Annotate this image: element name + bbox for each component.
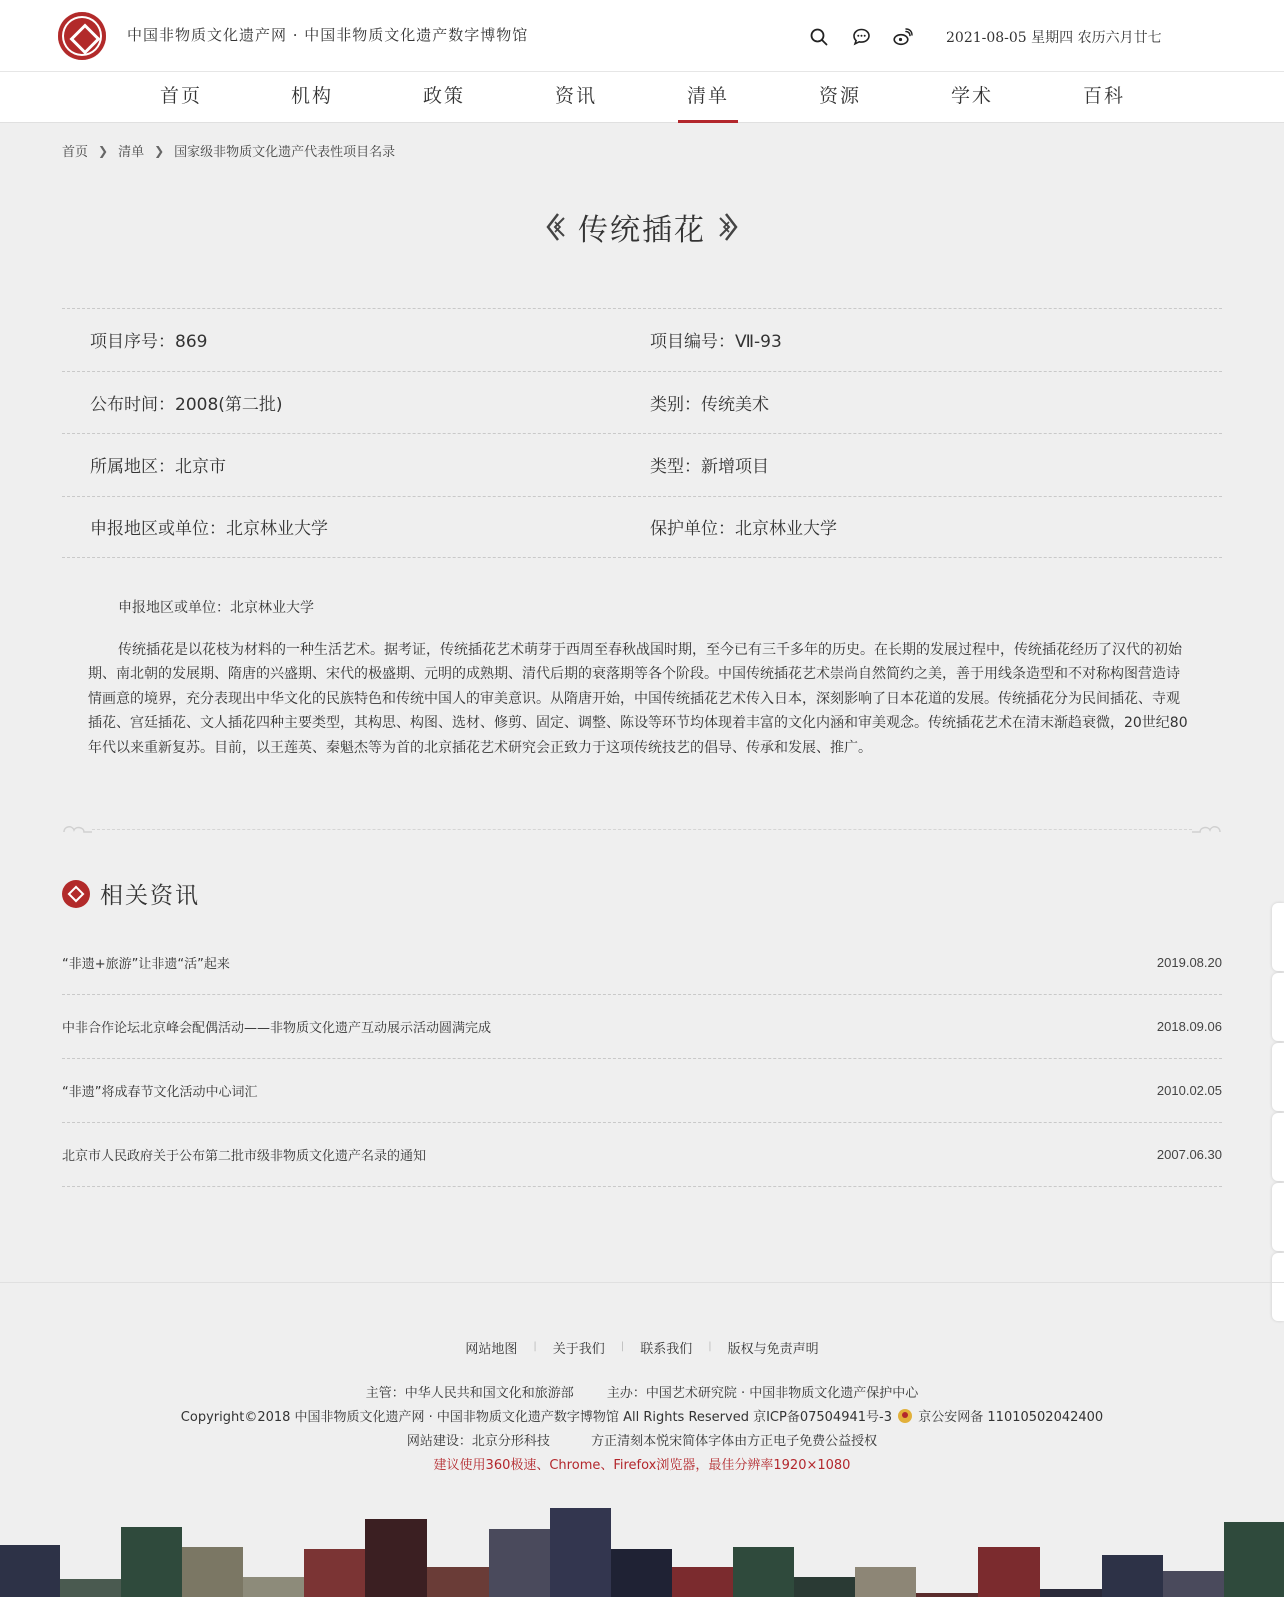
nav-policy[interactable]: 政策 [422,85,465,107]
project-info-table [62,308,1222,558]
news-date: 2007.06.30 [1156,1147,1222,1162]
weibo-icon[interactable] [892,26,914,48]
footer-divider [0,1282,1284,1283]
related-news-header [62,877,200,910]
skyline-block [121,1527,182,1597]
search-icon[interactable] [808,26,830,48]
copyright-text: Copyright©2018 中国非物质文化遗产网 · 中国非物质文化遗产数字博物馆 All Rights Reserved 京ICP备07504941号-3 [180,1410,892,1425]
list-item[interactable] [62,1123,1222,1187]
site-logo[interactable] [58,12,106,60]
left-ornament-icon [544,212,566,242]
news-date: 2019.08.20 [1156,955,1222,970]
related-news-title: 相关资讯 [100,883,200,909]
news-title[interactable]: 北京市人民政府关于公布第二批市级非物质文化遗产名录的通知 [62,1149,427,1164]
skyline-block [1163,1571,1224,1597]
footer-link-about[interactable]: 关于我们 [552,1342,605,1357]
footer-builder: 网站建设：北京分形科技 方正清刻本悦宋简体字体由方正电子免费公益授权 [406,1434,878,1449]
project-description [88,596,1192,760]
footer-sponsor: 主管：中华人民共和国文化和旅游部 主办：中国艺术研究院 · 中国非物质文化遗产保护中心 [365,1386,919,1401]
message-icon[interactable] [850,26,872,48]
news-title[interactable]: “非遗”将成春节文化活动中心词汇 [62,1085,258,1100]
breadcrumb-list[interactable]: 清单 [118,145,145,160]
police-badge-icon [898,1409,912,1423]
list-item[interactable] [62,995,1222,1059]
skyline-block [1224,1522,1284,1597]
skyline-block [60,1579,121,1597]
info-row [62,433,1222,496]
chevron-right-icon: ❯ [154,143,165,158]
main-nav [0,72,1284,123]
top-header [0,0,1284,72]
header-tools [808,26,934,48]
seal-icon [62,880,90,908]
skyline-block [182,1547,243,1597]
breadcrumb-home[interactable]: 首页 [62,145,89,160]
skyline-block [1040,1589,1102,1597]
info-row [62,308,1222,371]
skyline-block [489,1529,550,1597]
skyline-block [916,1593,978,1597]
side-tab[interactable] [1272,903,1284,971]
side-tab[interactable] [1272,973,1284,1041]
skyline-block [304,1549,365,1597]
right-ornament-icon [718,212,740,242]
page-title: 传统插花 [578,213,706,248]
site-name[interactable]: 中国非物质文化遗产网 · 中国非物质文化遗产数字博物馆 [127,26,529,44]
footer-links [0,1338,1284,1357]
news-date: 2010.02.05 [1156,1083,1222,1098]
cloud-ornament-icon [1192,820,1222,838]
cloud-ornament-icon [62,820,92,838]
description-body: 传统插花是以花枝为材料的一种生活艺术。据考证，传统插花艺术萌芽于西周至春秋战国时期，至今已有三千多年的历史。在长期的发展过程中，传统插花经历了汉代的初始期、南北朝的发展期、隋唐的兴盛期、宋代的极盛期、元明的成熟期、清代后期的衰落期等各个阶段。中国传统插花艺术崇尚自然简约之美，善于用线条造型和不对称构图营造诗情画意的境界，充分表现出中华文化的民族特色和传统中国人的审美意识。从隋唐开始，中国传统插花艺术传入日本，深刻影响了日本花道的发展。传统插花分为民间插花、寺观插花、宫廷插花、文人插花四种主要类型，其构思、构图、选材、修剪、固定、调整、陈设等环节均体现着丰富的文化内涵和审美观念。传统插花艺术在清末渐趋衰微，20世纪80年代以来重新复苏。目前，以王莲英、秦魁杰等为首的北京插花艺术研究会正致力于这项传统技艺的倡导、传承和发展、推广。 [88,641,1188,756]
list-item[interactable] [62,1059,1222,1123]
skyline-block [243,1577,304,1597]
divider-line [92,829,1192,830]
skyline-block [0,1545,60,1597]
skyline-block [550,1508,611,1597]
side-tab[interactable] [1272,1253,1284,1321]
applicant-unit: 申报地区或单位：北京林业大学 [90,519,328,540]
info-row [62,496,1222,559]
separator: | [533,1341,537,1352]
publish-time: 公布时间：2008(第二批) [90,394,283,415]
footer-link-sitemap[interactable]: 网站地图 [465,1342,518,1357]
nav-news[interactable]: 资讯 [554,85,597,107]
chevron-right-icon: ❯ [98,143,109,158]
related-news-list [62,931,1222,1187]
description-unit: 申报地区或单位：北京林业大学 [118,600,314,616]
skyline-block [855,1567,916,1597]
footer-link-copyright[interactable]: 版权与免责声明 [727,1342,819,1357]
project-type: 类型：新增项目 [650,457,769,478]
skyline-block [794,1577,855,1597]
skyline-block [672,1567,733,1597]
info-row [62,371,1222,434]
skyline-block [427,1567,489,1597]
project-serial: 项目序号：869 [90,332,208,353]
nav-resources[interactable]: 资源 [818,85,861,107]
protection-unit: 保护单位：北京林业大学 [650,519,837,540]
nav-encyclopedia[interactable]: 百科 [1082,85,1125,107]
breadcrumb-current[interactable]: 国家级非物质文化遗产代表性项目名录 [174,145,396,160]
page-title-wrap [0,205,1284,249]
footer-link-contact[interactable]: 联系我们 [640,1342,693,1357]
police-record[interactable]: 京公安网备 11010502042400 [918,1410,1104,1425]
news-title[interactable]: 中非合作论坛北京峰会配偶活动——非物质文化遗产互动展示活动圆满完成 [62,1021,492,1036]
nav-academic[interactable]: 学术 [950,85,993,107]
date-display: 2021-08-05 星期四 农历六月廿七 [946,30,1162,46]
separator: | [708,1341,712,1352]
nav-home[interactable]: 首页 [159,85,202,107]
region: 所属地区：北京市 [90,457,226,478]
separator: | [620,1341,625,1352]
skyline-block [365,1519,427,1597]
section-divider [62,820,1222,838]
skyline-block [978,1547,1040,1597]
skyline-block [733,1547,794,1597]
footer-copyright [0,1406,1284,1425]
skyline-block [1102,1555,1163,1597]
news-date: 2018.09.06 [1156,1019,1222,1034]
browser-tip: 建议使用360极速、Chrome、Firefox浏览器，最佳分辨率1920×1080 [433,1458,851,1473]
news-title[interactable]: “非遗+旅游”让非遗“活”起来 [62,957,230,972]
list-item[interactable] [62,931,1222,995]
breadcrumb [62,141,395,160]
skyline-decoration [0,1500,1284,1597]
side-tab[interactable] [1272,1043,1284,1111]
skyline-block [611,1549,672,1597]
nav-institution[interactable]: 机构 [290,85,333,107]
category: 类别：传统美术 [650,394,769,415]
side-tab[interactable] [1272,1183,1284,1251]
project-code: 项目编号：Ⅶ-93 [650,332,782,353]
side-tab[interactable] [1272,1113,1284,1181]
nav-list[interactable]: 清单 [668,72,748,123]
